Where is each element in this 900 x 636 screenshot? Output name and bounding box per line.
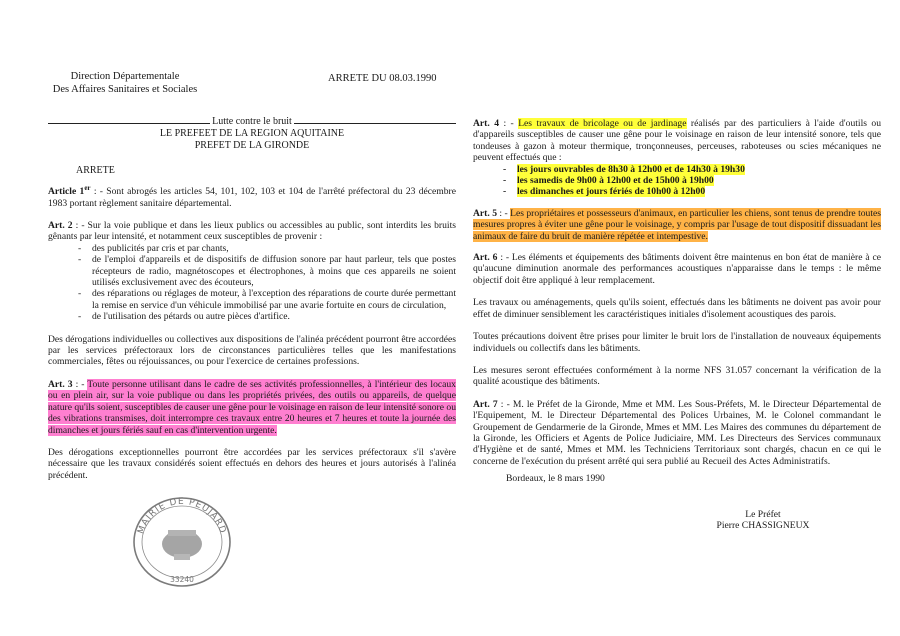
issuer-line-1: Direction Départementale: [70, 71, 180, 82]
article-6-text: : - Les éléments et équipements des bâtiments doivent être maintenus en bon état de manière à ce qu'aucune diminution anormale des performances acoustiques n'apparaisse dans le temps : le même objectif doit être appliqué à leur remplacement.: [473, 252, 881, 286]
article-2-item: - des réparations ou réglages de moteur, à l'exception des réparations de courte durée permettant la remise en service d'un véhicule immobilisé par une avarie fortuite en cours de circulation,: [48, 288, 456, 311]
prefect-line-1: LE PREFEET DE LA REGION AQUITAINE: [159, 128, 345, 139]
article-4-intro: : -: [499, 118, 519, 129]
stamp-text-bottom: 33240: [170, 575, 194, 584]
article-4-hours-list: [473, 164, 881, 198]
svg-text:MAIRIE DE PEUJARD: [136, 497, 227, 535]
article-6: [473, 252, 881, 286]
derogations-paragraph-1: Des dérogations individuelles ou collectives aux dispositions de l'alinéa précédent pourront être accordées par les services préfectoraux lors de circonstances particulières telles que les manifestations commerciales, fêtes ou réjouissances, ou pour l'exercice de certaines professions.: [48, 333, 456, 368]
article-2-text: : - Sur la voie publique et dans les lieux publics ou accessibles au public, sont interdits les bruits gênants par leur intensité, et notamment ceux susceptibles de provenir :: [48, 220, 456, 243]
hours-item: - les jours ouvrables de 8h30 à 12h00 et de 14h30 à 19h30: [473, 164, 881, 175]
paragraph-mesures: Les mesures seront effectuées conformément à la norme NFS 31.057 concernant la vérification de la qualité acoustique des bâtiments.: [473, 364, 881, 388]
article-5: [473, 208, 881, 242]
article-2: [48, 220, 456, 243]
signature-block: [708, 509, 818, 532]
place-date: Bordeaux, le 8 mars 1990: [506, 473, 605, 484]
article-3-intro: : -: [72, 378, 88, 390]
article-7-label: Art. 7: [473, 398, 498, 410]
article-2-item: - de l'utilisation des pétards ou autre pièces d'artifice.: [48, 311, 456, 322]
article-2-list: [48, 243, 456, 323]
article-3-label: Art. 3: [48, 378, 73, 390]
stamp-emblem-icon: [162, 530, 202, 560]
article-3-highlighted-text: Toute personne utilisant dans le cadre de ses activités professionnelles, à l'intérieur des locaux ou en plein air, sur la voie publique ou dans les propriétés privées, des outils ou appareils, de quelque nature qu'ils soient, susceptibles de causer une gêne pour le voisinage en raison de leur intensité sonore ou des vibrations transmises, doit interrompre ces travaux entre 20 heures et 7 heures et toute la journée des dimanches et jours fériés sauf en cas d'intervention urgente.: [48, 378, 456, 436]
article-1-text: : - Sont abrogés les articles 54, 101, 102, 103 et 104 de l'arrêté préfectoral du 23 décembre 1983 portant règlement sanitaire départemental.: [48, 186, 456, 209]
article-1-label: Article 1er: [48, 184, 91, 198]
article-6-label: Art. 6: [473, 252, 498, 264]
article-4: [473, 118, 881, 164]
article-2-label: Art. 2: [48, 220, 73, 231]
article-4-highlighted-text: Les travaux de bricolage ou de jardinage: [518, 118, 687, 129]
paragraph-travaux: Les travaux ou aménagements, quels qu'ils soient, effectués dans les bâtiments ne doivent pas avoir pour effet de diminuer sensiblement les caractéristiques initiales d'isolement acoustiques des parois.: [473, 297, 881, 320]
subject-line: Lutte contre le bruit: [212, 116, 292, 127]
signer-name: Pierre CHASSIGNEUX: [716, 520, 810, 532]
article-5-label: Art. 5: [473, 207, 497, 219]
issuer-block: [50, 70, 200, 96]
paragraph-precautions: Toutes précautions doivent être prises pour limiter le bruit lors de l'installation de nouveaux équipements individuels ou collectifs dans les bâtiments.: [473, 331, 881, 354]
article-7: [473, 399, 881, 467]
hours-item: - les dimanches et jours fériés de 10h00 à 12h00: [473, 186, 881, 197]
title-block: [48, 116, 456, 152]
arrete-date: ARRETE DU 08.03.1990: [328, 73, 437, 84]
article-2-item: - de l'emploi d'appareils et de dispositifs de diffusion sonore par haut parleur, tels que postes récepteurs de radio, magnétoscopes et électrophones, à moins que ces appareils ne soient utilisés exclusivement avec des écouteurs,: [48, 254, 456, 288]
hours-item: - les samedis de 9h00 à 12h00 et de 15h00 à 19h00: [473, 175, 881, 186]
article-2-item: - des publicités par cris et par chants,: [48, 243, 456, 254]
prefect-line-2: PREFET DE LA GIRONDE: [194, 140, 310, 151]
article-1-sup: er: [84, 184, 91, 192]
mairie-stamp: [128, 492, 236, 590]
stamp-text-top: MAIRIE DE PEUJARD: [136, 496, 228, 536]
left-column: [48, 183, 456, 481]
article-4-text: réalisés par des particuliers à l'aide d'outils ou d'appareils susceptibles de causer une gêne pour le voisinage en raison de leur intensité sonore, tels que tondeuses à gazon à moteur thermique, tronçonneuses, perceuses, raboteuses ou scies mécaniques ne peuvent effectués que :: [473, 118, 881, 164]
article-3: [48, 379, 456, 436]
arrete-heading: ARRETE: [76, 165, 115, 176]
article-5-highlighted-text: Les propriétaires et possesseurs d'animaux, en particulier les chiens, sont tenus de prendre toutes mesures propres à éviter une gêne pour le voisinage, y compris par l'usage de tout dispositif dissuadant les animaux de faire du bruit de manière répétée et intempestive.: [473, 207, 882, 242]
article-5-intro: : -: [497, 207, 511, 219]
derogations-paragraph-2: Des dérogations exceptionnelles pourront être accordées par les services préfectoraux s'il s'avère nécessaire que les travaux considérés soient effectués en dehors des heures et jours autorisés à l'alinéa précédent.: [48, 446, 456, 481]
signer-title: Le Préfet: [745, 509, 781, 520]
article-4-label: Art. 4: [473, 118, 500, 129]
right-column: [473, 118, 881, 467]
article-1: [48, 183, 456, 209]
issuer-line-2: Des Affaires Sanitaires et Sociales: [52, 84, 198, 95]
article-7-text: : - M. le Préfet de la Gironde, Mme et MM. Les Sous-Préfets, M. le Directeur Départemental de l'Equipement, M. le Directeur Départemental des Polices Urbaines, M. le Colonel commandant le Groupement de Gendarmerie de la Gironde, Mmes et MM. Les Maires des communes du département de la Gironde, les Officiers et Agents de Police Judiciaire, MM. Les Directeurs des Services communaux d'Hygiène et de santé, Mmes et MM. les Techniciens Territoriaux sont chargés, chacun en ce qui le concerne de l'exécution du présent arrêté qui sera publié au Recueil des Actes Administratifs.: [473, 398, 881, 467]
